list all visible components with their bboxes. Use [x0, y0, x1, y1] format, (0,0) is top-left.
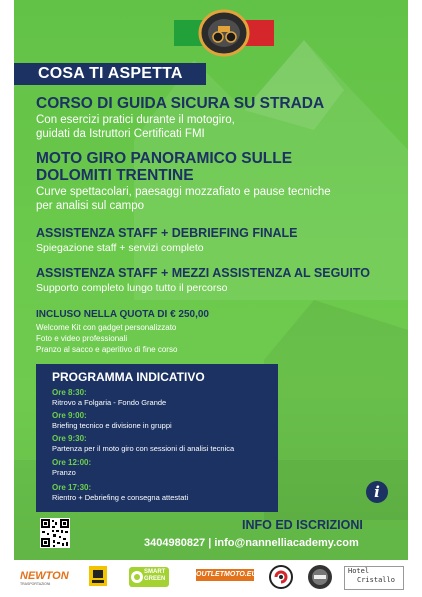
green-logo-text: GREEN: [144, 576, 166, 582]
smart-green-logo: [129, 567, 169, 592]
programma-item: [52, 434, 234, 454]
section-assistenza: [36, 266, 370, 295]
programma-time: Ore 12:00:: [52, 458, 92, 467]
sponsor-pump-logo: [88, 565, 108, 592]
section-title: CORSO DI GUIDA SICURA SU STRADA: [36, 95, 325, 112]
header-bar: [14, 63, 206, 85]
section-line: Supporto completo lungo tutto il percorso: [36, 282, 228, 294]
programma-text: Briefing tecnico e divisione in gruppi: [52, 421, 172, 430]
programma-text: Pranzo: [52, 468, 76, 477]
section-title: DOLOMITI TRENTINE: [36, 167, 194, 184]
programma-time: Ore 9:30:: [52, 434, 87, 443]
programma-item: [52, 388, 166, 408]
newton-logo-text: NEWTON: [20, 570, 69, 582]
outletmoto-logo-text: OUTLETMOTO.EU: [196, 571, 257, 578]
sponsor-round-badge: [307, 564, 333, 595]
info-title: INFO ED ISCRIZIONI: [242, 518, 363, 532]
section-line: Pranzo al sacco e aperitivo di fine corso: [36, 345, 178, 354]
section-line: Curve spettacolari, paesaggi mozzafiato e pause tecniche: [36, 186, 331, 198]
programma-time: Ore 17:30:: [52, 483, 92, 492]
section-debriefing: [36, 226, 297, 255]
hotel-label: Hotel: [348, 567, 370, 575]
programma-item: [52, 411, 172, 431]
section-line: guidati da Istruttori Certificati FMI: [36, 128, 205, 140]
cristallo-label: Cristallo: [357, 576, 395, 584]
programma-item: [52, 458, 91, 478]
section-line: Welcome Kit con gadget personalizzato: [36, 323, 177, 332]
programma-box: [36, 364, 278, 512]
header-title: COSA TI ASPETTA: [38, 65, 183, 82]
programma-time: Ore 8:30:: [52, 388, 87, 397]
section-line: Foto e video professionali: [36, 334, 128, 343]
section-title: ASSISTENZA STAFF + DEBRIEFING FINALE: [36, 226, 298, 240]
info-icon: i: [366, 481, 388, 503]
section-guida-sicura: [36, 95, 324, 141]
section-title: ASSISTENZA STAFF + MEZZI ASSISTENZA AL SEGUITO: [36, 266, 370, 280]
section-moto-giro: [36, 150, 331, 213]
smart-logo-text: SMART: [144, 569, 166, 575]
poster: [14, 0, 408, 560]
section-title: INCLUSO NELLA QUOTA DI € 250,00: [36, 309, 209, 320]
section-line: Con esercizi pratici durante il motogiro,: [36, 114, 235, 126]
programma-item: [52, 483, 188, 503]
academy-logo: [174, 6, 274, 60]
section-line: Spiegazione staff + servizi completo: [36, 242, 204, 254]
hotel-cristallo-logo: [344, 566, 404, 590]
sponsor-circle-logo: [269, 565, 293, 594]
newton-logo-sub: TRASPORTAZIONI: [20, 582, 51, 586]
info-contact[interactable]: 3404980827 | info@nannelliacademy.com: [144, 537, 359, 549]
programma-text: Ritrovo a Folgaria - Fondo Grande: [52, 398, 167, 407]
qr-code: [40, 518, 70, 548]
newton-logo: [20, 570, 69, 586]
sponsor-strip: [14, 560, 408, 597]
section-quota: [36, 309, 209, 355]
programma-title: PROGRAMMA INDICATIVO: [52, 370, 205, 384]
programma-text: Rientro + Debriefing e consegna attestati: [52, 493, 189, 502]
section-title: MOTO GIRO PANORAMICO SULLE: [36, 150, 293, 167]
programma-time: Ore 9:00:: [52, 411, 87, 420]
section-line: per analisi sul campo: [36, 200, 145, 212]
outletmoto-logo: [196, 569, 257, 581]
programma-text: Partenza per il moto giro con sessioni di analisi tecnica: [52, 444, 235, 453]
